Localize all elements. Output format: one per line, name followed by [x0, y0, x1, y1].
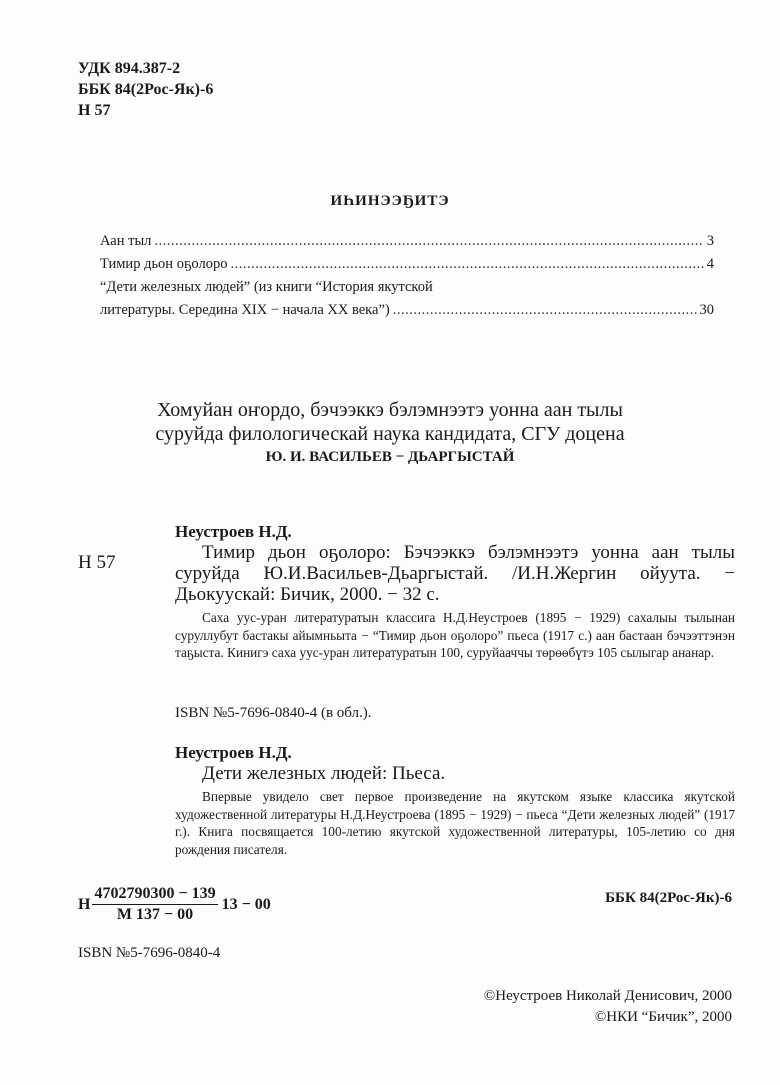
entry-annotation: Впервые увидело свет первое произведение на якутском языке классика якутской художественной литературы Н.Д.Неустроева (1895 − 1929) − пьеса “Дети железных людей” (1917 г.). Книга посвящается 100-летию якутской художественной литературы, 105-летию со дня рождения писателя. [175, 789, 735, 857]
catalog-entry-sakha [175, 522, 735, 662]
toc-item-page: 4 [706, 256, 714, 272]
author-mark: Н 57 [78, 102, 111, 119]
bbk-code-bottom: ББК 84(2Рос-Як)-6 [605, 890, 732, 906]
editor-line-2: суруйда филологическай наука кандидата, СГУ доцена [155, 423, 625, 445]
imprint-fraction [92, 885, 217, 924]
editor-name: Ю. И. ВАСИЛЬЕВ − ДЬАРГЫСТАЙ [265, 449, 515, 465]
classification-block [78, 58, 213, 121]
editor-line-1: Хомуйан оҥордо, бэчээккэ бэлэмнээтэ уонна аан тылы [157, 399, 623, 421]
entry-annotation: Саха уус-уран литературатын классига Н.Д.Неустроев (1895 − 1929) сахалыы тылынан суруллубут бастакы айымньыта − “Тимир дьон оҕолоро” пьеса (1917 с.) аан бастаан бэчээттэнэн таҕыста. Кинигэ саха уус-уран литературатын 100, суруйааччы төрөөбүтэ 105 сылыгар ананар. [175, 610, 735, 660]
isbn: ISBN №5-7696-0840-4 [78, 945, 221, 961]
toc-item-title-line1: “Дети железных людей” (из книги “История якутской [100, 279, 433, 295]
toc-leader-dots [154, 230, 703, 253]
toc-item-page: 3 [706, 233, 714, 249]
copyright-block [484, 986, 732, 1028]
toc-item[interactable] [100, 253, 714, 276]
imprint-numerator: 4702790300 − 139 [92, 885, 217, 905]
entry-title: Дети железных людей: Пьеса. [202, 763, 446, 784]
toc-item-title: Аан тыл [100, 233, 152, 249]
imprint-suffix: 13 − 00 [221, 895, 271, 913]
copyright-publisher: ©НКИ “Бичик”, 2000 [594, 1009, 732, 1025]
copyright-author: ©Неустроев Николай Денисович, 2000 [483, 988, 732, 1004]
toc-leader-dots [230, 253, 703, 276]
imprint-code [78, 885, 271, 924]
table-of-contents [100, 230, 714, 322]
toc-title: ИҺИНЭЭҔИТЭ [330, 193, 450, 209]
entry-title: Тимир дьон оҕолоро: Бэчээккэ бэлэмнээтэ уонна аан тылы суруйда Ю.И.Васильев-Дьаргыстай. /И.Н.Жергин ойуута. − Дьокуускай: Бичик, 2000. − 32 с. [175, 542, 735, 605]
bbk-code: ББК 84(2Рос-Як)-6 [78, 81, 214, 98]
imprint-denominator: М 137 − 00 [116, 906, 194, 923]
toc-item-title: литературы. Середина XIX − начала XX века”) [100, 302, 390, 318]
udk-code: УДК 894.387-2 [78, 60, 181, 77]
imprint-prefix: Н [78, 895, 91, 913]
editor-credit [0, 398, 780, 468]
toc-item-page: 30 [699, 302, 714, 318]
toc-item-title: Тимир дьон оҕолоро [100, 256, 228, 272]
toc-leader-dots [393, 299, 697, 322]
toc-item[interactable] [100, 230, 714, 253]
toc-item[interactable] [100, 299, 714, 322]
catalog-entry-russian [175, 743, 735, 858]
entry-author: Неустроев Н.Д. [175, 743, 292, 762]
catalog-mark: Н 57 [78, 552, 116, 573]
entry-author: Неустроев Н.Д. [175, 522, 292, 541]
isbn-cover: ISBN №5-7696-0840-4 (в обл.). [175, 705, 372, 721]
